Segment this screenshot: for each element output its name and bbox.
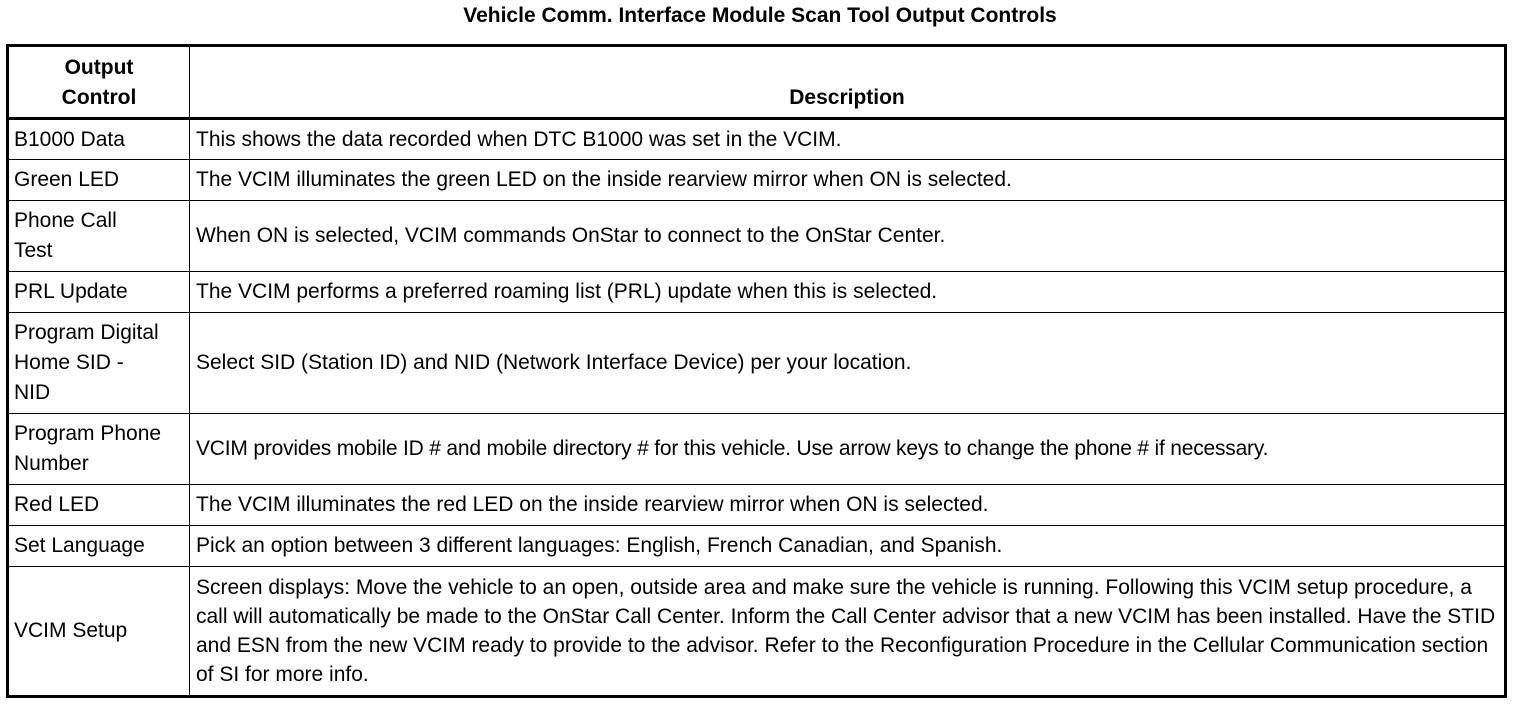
output-control-name: VCIM Setup [8, 567, 190, 697]
table-row [8, 160, 1506, 201]
output-control-description: The VCIM illuminates the red LED on the inside rearview mirror when ON is selected. [190, 485, 1506, 526]
output-control-description: Screen displays: Move the vehicle to an open, outside area and make sure the vehicle is running. Following this VCIM setup procedure, a call will automatically be made to the OnStar Call Center. Inform the Call Center advisor that a new VCIM has been installed. Have the STID and ESN from the new VCIM ready to provide to the advisor. Refer to the Reconfiguration Procedure in the Cellular Communication section of SI for more info. [190, 567, 1506, 697]
output-control-description: The VCIM illuminates the green LED on the inside rearview mirror when ON is selected. [190, 160, 1506, 201]
output-control-description: Select SID (Station ID) and NID (Network Interface Device) per your location. [190, 313, 1506, 414]
output-control-description: When ON is selected, VCIM commands OnStar to connect to the OnStar Center. [190, 201, 1506, 272]
table-row [8, 414, 1506, 485]
table-row [8, 272, 1506, 313]
output-control-description: This shows the data recorded when DTC B1000 was set in the VCIM. [190, 119, 1506, 160]
output-control-name: B1000 Data [8, 119, 190, 160]
output-control-name: Green LED [8, 160, 190, 201]
output-control-name: Program Phone Number [8, 414, 190, 485]
output-controls-table [6, 44, 1507, 698]
table-row [8, 526, 1506, 567]
output-control-name: Set Language [8, 526, 190, 567]
table-row [8, 119, 1506, 160]
output-control-name: Phone Call Test [8, 201, 190, 272]
output-control-name: Program Digital Home SID - NID [8, 313, 190, 414]
output-control-name: PRL Update [8, 272, 190, 313]
output-control-description: The VCIM performs a preferred roaming list (PRL) update when this is selected. [190, 272, 1506, 313]
header-description: Description [190, 46, 1506, 119]
output-control-description: VCIM provides mobile ID # and mobile directory # for this vehicle. Use arrow keys to change the phone # if necessary. [190, 414, 1506, 485]
table-row [8, 485, 1506, 526]
output-control-description: Pick an option between 3 different languages: English, French Canadian, and Spanish. [190, 526, 1506, 567]
table-header-row [8, 46, 1506, 119]
table-row [8, 313, 1506, 414]
table-row [8, 567, 1506, 697]
header-output-control: Output Control [8, 46, 190, 119]
page-title: Vehicle Comm. Interface Module Scan Tool Output Controls [463, 4, 1057, 27]
table-row [8, 201, 1506, 272]
output-control-name: Red LED [8, 485, 190, 526]
